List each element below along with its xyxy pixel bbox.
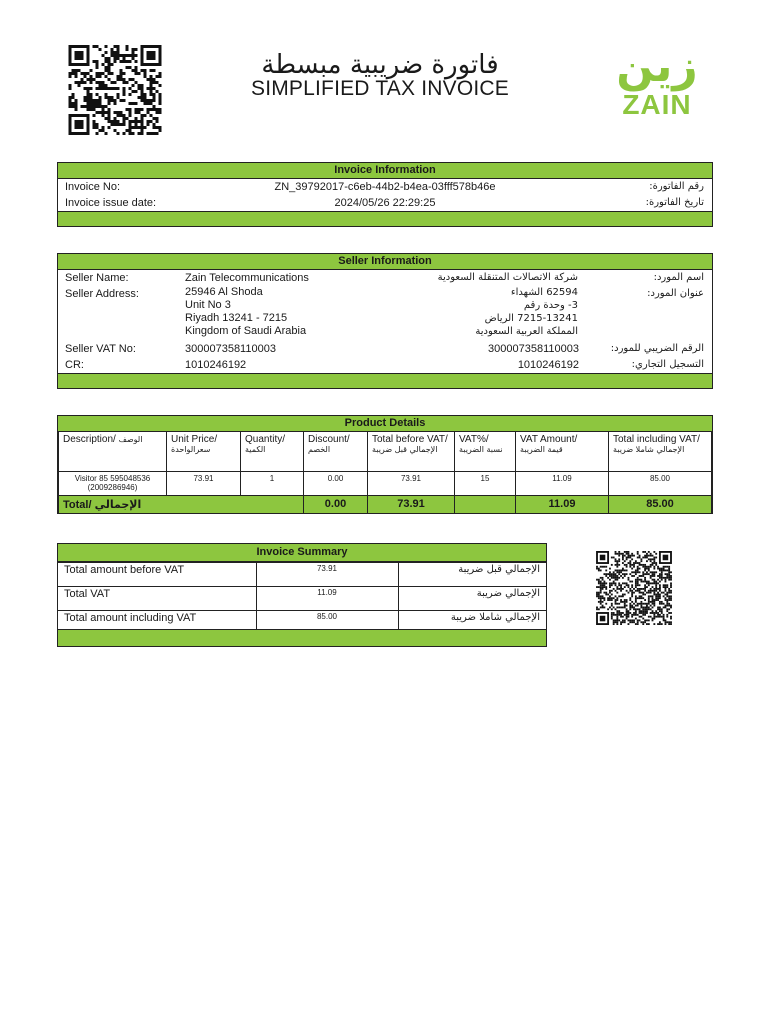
product-total-including-vat: 85.00 [609, 472, 712, 496]
seller-vat-value-ar: 300007358110003 [488, 343, 579, 355]
total-including-vat: 85.00 [609, 496, 712, 514]
invoice-number-label: Invoice No: [65, 181, 121, 193]
invoice-number-label-ar: رقم الفاتورة: [649, 181, 704, 192]
product-details-table [58, 431, 712, 514]
product-discount: 0.00 [304, 472, 368, 496]
seller-information-box [57, 253, 713, 389]
product-total-row [59, 496, 712, 514]
column-header: Description/ الوصف [59, 432, 167, 472]
seller-information-footer [58, 373, 712, 388]
seller-information-heading: Seller Information [58, 254, 712, 270]
seller-address-line-ar: 3- وحدة رقم [523, 300, 578, 311]
seller-address-line-ar: المملكة العربية السعودية [475, 326, 578, 337]
summary-value: 85.00 [256, 611, 398, 635]
summary-label: Total amount including VAT [58, 611, 256, 635]
summary-label-ar: الإجمالي شاملا ضريبة [398, 611, 546, 635]
seller-name-value-ar: شركة الاتصالات المتنقلة السعودية [437, 272, 578, 283]
invoice-summary-heading: Invoice Summary [58, 544, 546, 562]
invoice-summary-table [58, 562, 546, 635]
total-vat-amount: 11.09 [516, 496, 609, 514]
invoice-summary-footer [58, 629, 546, 646]
product-details-box [57, 415, 713, 514]
title-arabic: فاتورة ضريبية مبسطة [261, 50, 499, 80]
column-header: Total before VAT/ الإجمالي قبل ضريبة [368, 432, 455, 472]
summary-row [58, 587, 546, 611]
qr-code-top-icon [68, 45, 162, 135]
total-label: Total/ الإجمالي [59, 496, 304, 514]
column-header: VAT%/ نسبة الضريبة [455, 432, 516, 472]
invoice-information-heading: Invoice Information [58, 163, 712, 179]
product-quantity: 1 [241, 472, 304, 496]
seller-vat-label: Seller VAT No: [65, 343, 136, 355]
seller-cr-row [58, 357, 712, 373]
product-row [59, 472, 712, 496]
total-before-vat: 73.91 [368, 496, 455, 514]
title-english: SIMPLIFIED TAX INVOICE [250, 77, 509, 100]
invoice-date-row [58, 195, 712, 211]
seller-address-line: Unit No 3 [185, 299, 231, 311]
seller-vat-row [58, 341, 712, 357]
summary-row [58, 563, 546, 587]
invoice-information-box [57, 162, 713, 227]
column-header: Total including VAT/ الإجمالي شاملا ضريبة [609, 432, 712, 472]
product-total-before-vat: 73.91 [368, 472, 455, 496]
seller-address-row [58, 286, 712, 341]
summary-label: Total VAT [58, 587, 256, 611]
invoice-number-row [58, 179, 712, 195]
seller-address-label-ar: عنوان المورد: [647, 288, 704, 299]
seller-cr-label-ar: التسجيل التجاري: [631, 359, 704, 370]
column-header: Discount/ الخصم [304, 432, 368, 472]
product-description: Visitor 85 595048536 (2009286946) [59, 472, 167, 496]
seller-address-line: Kingdom of Saudi Arabia [185, 325, 307, 337]
seller-cr-label: CR: [65, 359, 84, 371]
zain-logo [598, 41, 716, 135]
seller-address-line-ar: 62594 الشهداء [510, 287, 578, 298]
seller-address-line: Riyadh 13241 - 7215 [185, 312, 288, 324]
column-header: Unit Price/ سعرالواحدة [167, 432, 241, 472]
seller-cr-value-ar: 1010246192 [517, 359, 579, 371]
seller-name-label-ar: اسم المورد: [653, 272, 704, 283]
invoice-date-label-ar: تاريخ الفاتورة: [645, 197, 704, 208]
summary-label: Total amount before VAT [58, 563, 256, 587]
seller-name-row [58, 270, 712, 286]
total-vat-percent-empty [455, 496, 516, 514]
invoice-information-footer [58, 211, 712, 226]
seller-address-lines-ar [475, 286, 578, 338]
seller-address-line-ar: 7215-13241 الرياض [484, 313, 578, 324]
product-vat-percent: 15 [455, 472, 516, 496]
summary-label-ar: الإجمالي ضريبة [398, 587, 546, 611]
product-vat-amount: 11.09 [516, 472, 609, 496]
invoice-date-label: Invoice issue date: [65, 197, 157, 209]
logo-arabic: زين [616, 41, 698, 92]
invoice-summary-box [57, 543, 547, 647]
summary-value: 11.09 [256, 587, 398, 611]
seller-vat-label-ar: الرقم الضريبي للمورد: [610, 343, 704, 354]
seller-address-label: Seller Address: [65, 288, 139, 300]
seller-vat-value: 300007358110003 [185, 343, 276, 355]
total-discount: 0.00 [304, 496, 368, 514]
column-header: VAT Amount/ قيمة الضريبة [516, 432, 609, 472]
seller-name-value: Zain Telecommunications [185, 272, 309, 284]
logo-english: ZAIN [622, 89, 692, 120]
seller-address-line: 25946 Al Shoda [185, 286, 263, 298]
qr-code-bottom-icon [596, 551, 672, 625]
seller-address-lines [185, 286, 306, 338]
product-details-heading: Product Details [58, 416, 712, 431]
invoice-number-value: ZN_39792017-c6eb-44b2-b4ea-03fff578b46e [274, 181, 496, 193]
summary-value: 73.91 [256, 563, 398, 587]
invoice-date-value: 2024/05/26 22:29:25 [334, 197, 436, 209]
product-header-row [59, 432, 712, 472]
seller-name-label: Seller Name: [65, 272, 129, 284]
column-header: Quantity/ الكمية [241, 432, 304, 472]
summary-label-ar: الإجمالي قبل ضريبة [398, 563, 546, 587]
product-unit-price: 73.91 [167, 472, 241, 496]
seller-cr-value: 1010246192 [185, 359, 247, 371]
